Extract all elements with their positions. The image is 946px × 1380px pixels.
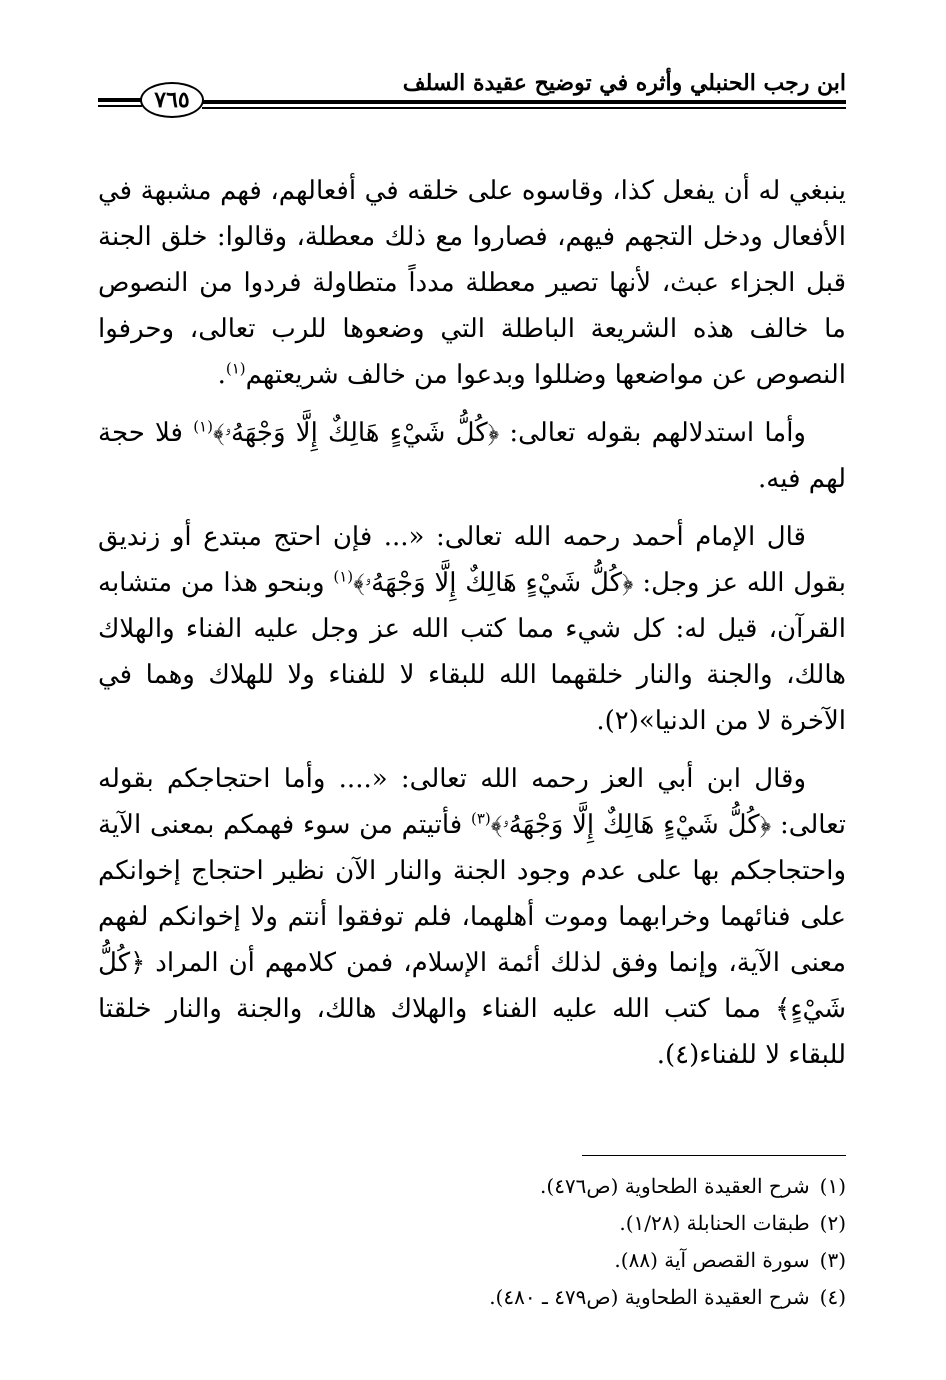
footnote-number: (٣) [819,1248,846,1272]
footnote-number: (٢) [819,1211,846,1235]
paragraph-text: وأما استدلالهم بقوله تعالى: ﴿كُلُّ شَيْءٍ هَالِكٌ إِلَّا وَجْهَهُۥ﴾ [212,418,806,448]
footnote-separator [582,1155,846,1156]
footnote-text: سورة القصص آية (٨٨). [614,1248,810,1272]
footnote-ref: (١) [225,359,246,378]
page-header [98,66,846,126]
paragraph-text: قال الإمام أحمد رحمه الله تعالى: «... فإن احتج مبتدع أو زنديق بقول الله عز وجل: ﴿كُلُّ شَيْءٍ هَالِكٌ إِلَّا وَجْهَهُۥ﴾ [98,522,846,598]
header-rule-right [202,100,846,109]
paragraph-text-end: . [217,360,226,390]
paragraph-text-end: فلا حجة لهم فيه. [98,418,846,494]
paragraph [98,168,846,398]
running-title: ابن رجب الحنبلي وأثره في توضيح عقيدة السلف [402,70,846,96]
header-rule-left [98,98,142,107]
footnote-text: طبقات الحنابلة (١/٢٨). [619,1211,810,1235]
footnote-ref: (٣) [470,809,491,828]
footnote [98,1279,846,1316]
footnote-number: (٤) [819,1285,846,1309]
paragraph-text: ينبغي له أن يفعل كذا، وقاسوه على خلقه في أفعالهم، فهم مشبهة في الأفعال ودخل التجهم فيهم، فصاروا مع ذلك معطلة، وقالوا: خلق الجنة قبل الجزاء عبث، لأنها تصير معطلة مدداً متطاولة فردوا من النصوص ما خالف هذه الشريعة الباطلة التي وضعوها للرب تعالى، وحرفوا النصوص عن مواضعها وضللوا وبدعوا من خالف شريعتهم [98,176,846,390]
paragraph-text-end: فأتيتم من سوء فهمكم بمعنى الآية واحتجاجكم بها على عدم وجود الجنة والنار الآن نظير احتجاج إخوانكم على فنائهما وخرابهما وموت أهلهما، فلم توفقوا أنتم ولا إخوانكم لفهم معنى الآية، وإنما وفق لذلك أئمة الإسلام، فمن كلامهم أن المراد ﴿كُلُّ شَيْءٍ﴾ مما كتب الله عليه الفناء والهلاك هالك، والجنة والنار خلقتا للبقاء لا للفناء(٤). [98,810,847,1070]
page-number: ٧٦٥ [140,82,204,118]
paragraph [98,514,846,744]
footnote-number: (١) [819,1174,846,1198]
footnote-text: شرح العقيدة الطحاوية (ص٤٧٩ ـ ٤٨٠). [489,1285,810,1309]
paragraph-text: وقال ابن أبي العز رحمه الله تعالى: «.... وأما احتجاجكم بقوله تعالى: ﴿كُلُّ شَيْءٍ هَالِكٌ إِلَّا وَجْهَهُۥ﴾ [98,764,846,840]
body-text [98,168,846,1078]
footnote [98,1242,846,1279]
footnote-ref: (١) [333,567,354,586]
paragraph [98,756,846,1078]
paragraph-text-end: وبنحو هذا من متشابه القرآن، قيل له: كل شيء مما كتب الله عز وجل عليه الفناء والهلاك هالك، والجنة والنار خلقهما الله للبقاء لا للفناء ولا للهلاك وهما في الآخرة لا من الدنيا»(٢). [98,568,846,736]
paragraph [98,410,846,502]
footnote [98,1168,846,1205]
footnotes [98,1168,846,1316]
footnote-ref: (١) [193,417,213,436]
footnote-text: شرح العقيدة الطحاوية (ص٤٧٦). [540,1174,810,1198]
footnote [98,1205,846,1242]
